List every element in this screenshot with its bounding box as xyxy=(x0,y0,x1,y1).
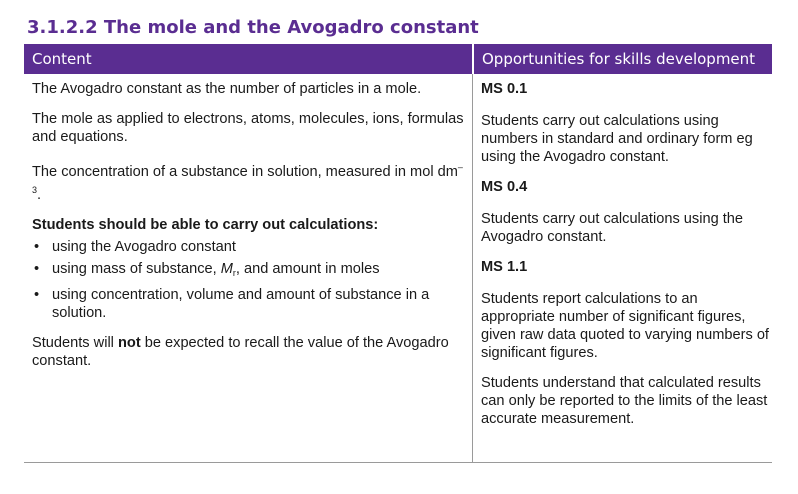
molar-mass-subscript: r xyxy=(232,268,236,278)
ms-code: MS 1.1 xyxy=(481,259,528,275)
ms-code: MS 0.4 xyxy=(481,179,528,195)
molar-mass-symbol: M xyxy=(220,261,233,277)
note-before: Students will xyxy=(32,335,118,351)
table-bottom-rule xyxy=(24,462,772,463)
skills-column-header: Opportunities for skills development xyxy=(474,44,772,74)
bullet2-before: using mass of substance, xyxy=(52,261,221,277)
concentration-text: The concentration of a substance in solution, measured in mol dm xyxy=(32,164,458,180)
note-after: be expected to recall the value of the Avogadro constant. xyxy=(32,335,449,369)
skills-paragraph: Students understand that calculated results can only be reported to the limits of the least accurate measurement. xyxy=(481,375,768,427)
list-item: • using the Avogadro constant xyxy=(32,238,468,256)
concentration-end: . xyxy=(37,187,42,203)
content-paragraph xyxy=(32,158,468,204)
content-column xyxy=(32,80,468,382)
skills-column xyxy=(481,80,769,440)
content-column-header: Content xyxy=(24,44,472,74)
spec-table xyxy=(24,44,772,464)
content-paragraph: The mole as applied to electrons, atoms, molecules, ions, formulas and equations. xyxy=(32,111,464,145)
list-item xyxy=(32,260,468,282)
content-note xyxy=(32,334,468,370)
note-emphasis: not xyxy=(117,335,141,351)
skills-paragraph: Students report calculations to an appropriate number of significant figures, given raw data quoted to varying numbers of significant figures. xyxy=(481,291,769,361)
bullet2-after: , and amount in moles xyxy=(235,261,380,277)
skills-paragraph: Students carry out calculations using the Avogadro constant. xyxy=(481,211,744,245)
skills-paragraph: Students carry out calculations using numbers in standard and ordinary form eg using the Avogadro constant. xyxy=(481,113,753,165)
list-item: • using concentration, volume and amount of substance in a solution. xyxy=(32,286,468,322)
section-title: 3.1.2.2 The mole and the Avogadro constant xyxy=(27,17,479,38)
ms-code: MS 0.1 xyxy=(481,81,528,97)
calculations-heading: Students should be able to carry out calculations: xyxy=(32,217,379,233)
calculations-list xyxy=(32,238,468,322)
unit-superscript: –3 xyxy=(32,162,463,195)
content-paragraph: The Avogadro constant as the number of particles in a mole. xyxy=(32,81,422,97)
column-divider xyxy=(472,74,473,462)
